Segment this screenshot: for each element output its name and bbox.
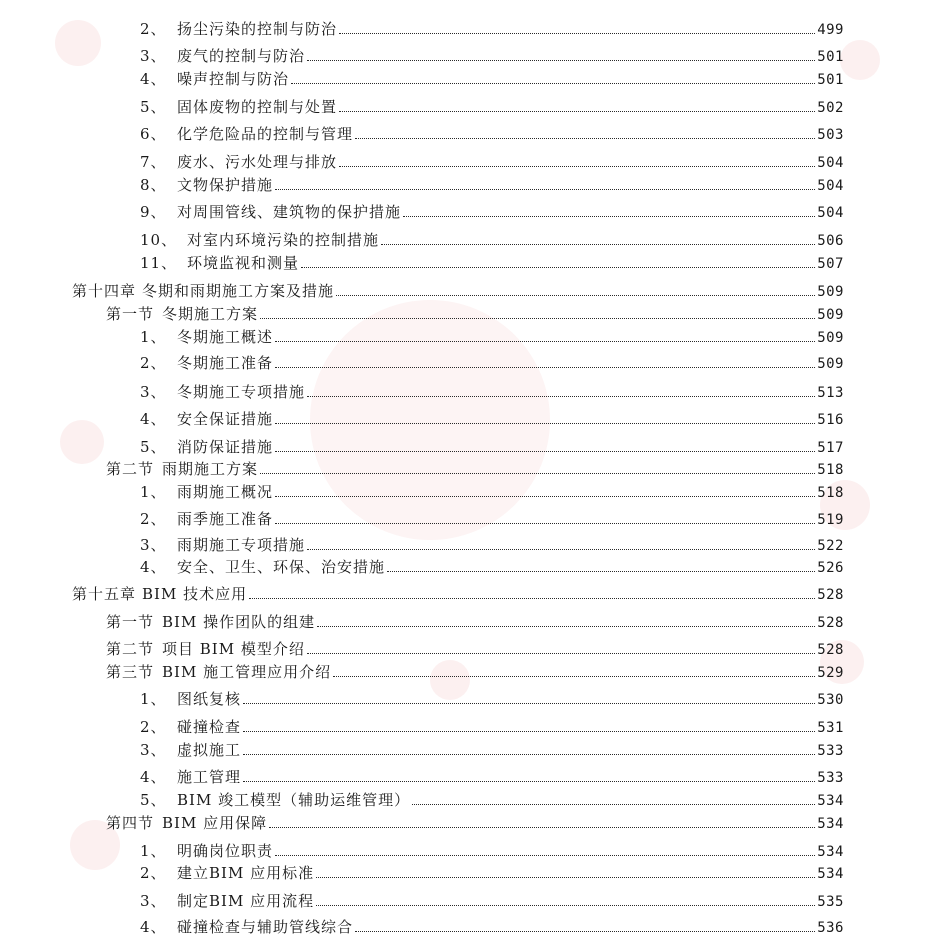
toc-entry[interactable] xyxy=(140,98,844,117)
entry-title: 雨期施工概况 xyxy=(177,483,274,501)
entry-page: 534 xyxy=(817,793,844,809)
entry-page: 519 xyxy=(817,512,844,528)
entry-title: 扬尘污染的控制与防治 xyxy=(177,20,338,38)
entry-title: 碰撞检查与辅助管线综合 xyxy=(177,918,354,934)
section-number: 第一节 xyxy=(106,613,155,631)
toc-section-entry[interactable] xyxy=(106,613,844,632)
entry-title: 建立BIM 应用标准 xyxy=(177,864,315,882)
watermark-logo xyxy=(55,20,101,66)
entry-number: 1、 xyxy=(140,483,167,501)
entry-title: 虚拟施工 xyxy=(177,741,242,759)
dot-leader xyxy=(243,780,815,782)
entry-page: 509 xyxy=(817,330,844,346)
toc-entry[interactable] xyxy=(140,410,844,429)
entry-title: 安全、卫生、环保、治安措施 xyxy=(177,558,386,576)
dot-leader xyxy=(260,317,815,319)
dot-leader xyxy=(275,450,815,452)
entry-page: 517 xyxy=(817,440,844,456)
entry-title: 冬期施工概述 xyxy=(177,328,274,346)
entry-title: 消防保证措施 xyxy=(177,438,274,456)
toc-entry[interactable] xyxy=(140,864,844,883)
dot-leader xyxy=(307,652,815,654)
entry-title: 冬期施工专项措施 xyxy=(177,383,306,401)
entry-title: 图纸复核 xyxy=(177,690,242,708)
entry-number: 2、 xyxy=(140,864,167,882)
dot-leader xyxy=(412,803,815,805)
entry-number: 5、 xyxy=(140,791,167,809)
entry-title: BIM 竣工模型（辅助运维管理） xyxy=(177,791,411,809)
entry-title: 对室内环境污染的控制措施 xyxy=(187,231,380,249)
toc-entry[interactable] xyxy=(140,383,844,402)
section-number: 第一节 xyxy=(106,305,155,323)
entry-number: 6、 xyxy=(140,125,167,143)
toc-section-entry[interactable] xyxy=(106,640,844,659)
toc-entry[interactable] xyxy=(140,483,844,502)
dot-leader xyxy=(269,826,815,828)
entry-page: 533 xyxy=(817,770,844,786)
entry-number: 4、 xyxy=(140,918,167,934)
section-title: BIM 应用保障 xyxy=(162,814,268,832)
entry-title: 废气的控制与防治 xyxy=(177,47,306,65)
entry-title: 对周围管线、建筑物的保护措施 xyxy=(177,203,402,221)
chapter-title: 冬期和雨期施工方案及措施 xyxy=(142,282,335,300)
toc-entry[interactable] xyxy=(140,176,844,195)
entry-page: 502 xyxy=(817,100,844,116)
entry-number: 2、 xyxy=(140,354,167,372)
toc-chapter-entry[interactable] xyxy=(72,585,844,604)
section-title: BIM 施工管理应用介绍 xyxy=(162,663,332,681)
dot-leader xyxy=(243,753,815,755)
toc-entry[interactable] xyxy=(140,558,844,577)
entry-page: 531 xyxy=(817,720,844,736)
dot-leader xyxy=(387,570,815,572)
chapter-title: BIM 技术应用 xyxy=(142,585,248,603)
entry-page: 529 xyxy=(817,665,844,681)
toc-entry[interactable] xyxy=(140,70,844,89)
dot-leader xyxy=(381,243,815,245)
toc-entry[interactable] xyxy=(140,20,844,39)
entry-number: 8、 xyxy=(140,176,167,194)
toc-entry[interactable] xyxy=(140,354,844,373)
entry-page: 528 xyxy=(817,615,844,631)
toc-entry[interactable] xyxy=(140,791,844,810)
entry-number: 3、 xyxy=(140,536,167,554)
entry-page: 509 xyxy=(817,356,844,372)
dot-leader xyxy=(336,294,815,296)
dot-leader xyxy=(291,82,815,84)
dot-leader xyxy=(355,930,815,932)
entry-page: 522 xyxy=(817,538,844,554)
toc-entry[interactable] xyxy=(140,536,844,555)
entry-title: 安全保证措施 xyxy=(177,410,274,428)
entry-page: 499 xyxy=(817,22,844,38)
dot-leader xyxy=(243,730,815,732)
entry-number: 1、 xyxy=(140,328,167,346)
entry-page: 526 xyxy=(817,560,844,576)
dot-leader xyxy=(275,422,815,424)
dot-leader xyxy=(339,165,815,167)
entry-page: 501 xyxy=(817,49,844,65)
dot-leader xyxy=(307,395,815,397)
toc-entry[interactable] xyxy=(140,510,844,529)
entry-number: 3、 xyxy=(140,892,167,910)
entry-page: 507 xyxy=(817,256,844,272)
entry-page: 509 xyxy=(817,284,844,300)
section-number: 第四节 xyxy=(106,814,155,832)
entry-number: 4、 xyxy=(140,768,167,786)
entry-title: 文物保护措施 xyxy=(177,176,274,194)
entry-page: 528 xyxy=(817,587,844,603)
entry-number: 5、 xyxy=(140,438,167,456)
watermark-logo xyxy=(60,420,104,464)
entry-number: 11、 xyxy=(140,254,178,272)
section-title: 项目 BIM 模型介绍 xyxy=(162,640,305,658)
entry-page: 503 xyxy=(817,127,844,143)
dot-leader xyxy=(275,340,815,342)
entry-number: 2、 xyxy=(140,510,167,528)
entry-page: 506 xyxy=(817,233,844,249)
entry-title: 噪声控制与防治 xyxy=(177,70,290,88)
entry-number: 2、 xyxy=(140,718,167,736)
dot-leader xyxy=(316,876,815,878)
entry-page: 504 xyxy=(817,178,844,194)
dot-leader xyxy=(333,675,815,677)
watermark-logo xyxy=(840,40,880,80)
dot-leader xyxy=(316,904,815,906)
dot-leader xyxy=(307,59,815,61)
section-title: BIM 操作团队的组建 xyxy=(162,613,316,631)
entry-number: 10、 xyxy=(140,231,178,249)
entry-title: 碰撞检查 xyxy=(177,718,242,736)
dot-leader xyxy=(275,495,815,497)
entry-title: 废水、污水处理与排放 xyxy=(177,153,338,171)
dot-leader xyxy=(403,215,815,217)
entry-number: 3、 xyxy=(140,383,167,401)
entry-page: 504 xyxy=(817,205,844,221)
toc-entry[interactable] xyxy=(140,842,844,861)
entry-number: 4、 xyxy=(140,410,167,428)
entry-number: 3、 xyxy=(140,741,167,759)
toc-entry[interactable] xyxy=(140,125,844,144)
entry-page: 518 xyxy=(817,485,844,501)
entry-title: 固体废物的控制与处置 xyxy=(177,98,338,116)
toc-entry[interactable] xyxy=(140,153,844,172)
dot-leader xyxy=(249,597,815,599)
entry-title: 雨期施工专项措施 xyxy=(177,536,306,554)
dot-leader xyxy=(355,137,815,139)
toc-section-entry[interactable] xyxy=(106,460,844,479)
chapter-number: 第十五章 xyxy=(72,585,137,603)
entry-page: 528 xyxy=(817,642,844,658)
entry-page: 518 xyxy=(817,462,844,478)
toc-entry[interactable] xyxy=(140,741,844,760)
entry-title: 雨季施工准备 xyxy=(177,510,274,528)
toc-entry[interactable] xyxy=(140,892,844,911)
toc-entry[interactable] xyxy=(140,718,844,737)
section-number: 第二节 xyxy=(106,460,155,478)
chapter-number: 第十四章 xyxy=(72,282,137,300)
entry-page: 530 xyxy=(817,692,844,708)
toc-entry[interactable] xyxy=(140,918,844,934)
dot-leader xyxy=(243,702,815,704)
toc-chapter-entry[interactable] xyxy=(72,282,844,301)
toc-entry[interactable] xyxy=(140,231,844,250)
section-title: 冬期施工方案 xyxy=(162,305,259,323)
entry-number: 3、 xyxy=(140,47,167,65)
toc-entry[interactable] xyxy=(140,328,844,347)
dot-leader xyxy=(339,110,815,112)
dot-leader xyxy=(275,854,815,856)
entry-page: 534 xyxy=(817,844,844,860)
dot-leader xyxy=(339,32,815,34)
dot-leader xyxy=(260,472,815,474)
dot-leader xyxy=(317,625,815,627)
entry-page: 534 xyxy=(817,816,844,832)
dot-leader xyxy=(275,522,815,524)
section-number: 第三节 xyxy=(106,663,155,681)
entry-number: 9、 xyxy=(140,203,167,221)
entry-number: 1、 xyxy=(140,842,167,860)
entry-number: 1、 xyxy=(140,690,167,708)
toc-section-entry[interactable] xyxy=(106,814,844,833)
entry-page: 501 xyxy=(817,72,844,88)
section-number: 第二节 xyxy=(106,640,155,658)
entry-number: 4、 xyxy=(140,558,167,576)
dot-leader xyxy=(275,366,815,368)
toc-entry[interactable] xyxy=(140,203,844,222)
dot-leader xyxy=(275,188,815,190)
toc-entry[interactable] xyxy=(140,438,844,457)
toc-entry[interactable] xyxy=(140,690,844,709)
entry-title: 明确岗位职责 xyxy=(177,842,274,860)
entry-page: 533 xyxy=(817,743,844,759)
entry-page: 509 xyxy=(817,307,844,323)
section-title: 雨期施工方案 xyxy=(162,460,259,478)
entry-number: 7、 xyxy=(140,153,167,171)
toc-section-entry[interactable] xyxy=(106,305,844,324)
entry-title: 制定BIM 应用流程 xyxy=(177,892,315,910)
entry-page: 504 xyxy=(817,155,844,171)
dot-leader xyxy=(301,266,815,268)
entry-title: 环境监视和测量 xyxy=(187,254,300,272)
toc-section-entry[interactable] xyxy=(106,663,844,682)
entry-page: 536 xyxy=(817,920,844,934)
entry-number: 5、 xyxy=(140,98,167,116)
entry-page: 513 xyxy=(817,385,844,401)
dot-leader xyxy=(307,548,815,550)
toc-entry[interactable] xyxy=(140,768,844,787)
entry-number: 4、 xyxy=(140,70,167,88)
toc-entry[interactable] xyxy=(140,47,844,66)
entry-title: 施工管理 xyxy=(177,768,242,786)
entry-title: 化学危险品的控制与管理 xyxy=(177,125,354,143)
entry-page: 534 xyxy=(817,866,844,882)
toc-entry[interactable] xyxy=(140,254,844,273)
entry-number: 2、 xyxy=(140,20,167,38)
entry-page: 516 xyxy=(817,412,844,428)
entry-page: 535 xyxy=(817,894,844,910)
entry-title: 冬期施工准备 xyxy=(177,354,274,372)
